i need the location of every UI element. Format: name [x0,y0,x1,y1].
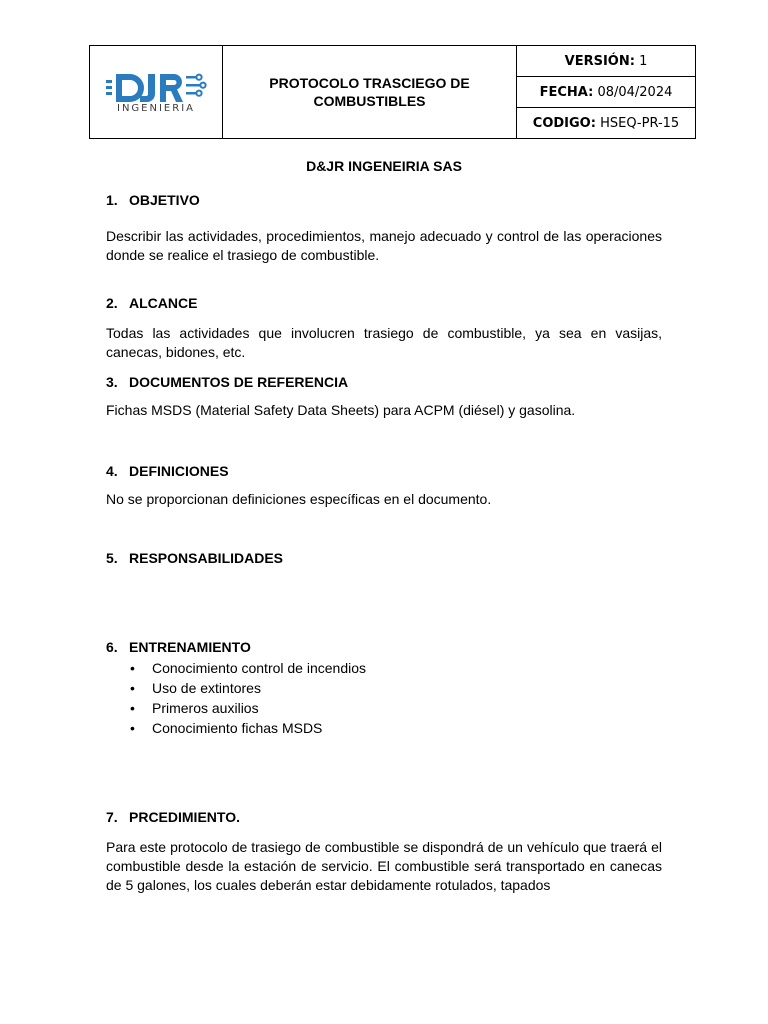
document-title-cell [223,46,517,139]
bullet-icon: • [130,660,135,676]
bullet-icon: • [130,720,135,736]
section-heading-documentos-referencia [106,373,348,392]
bullet-icon: • [130,700,135,716]
section-title: OBJETIVO [129,192,200,208]
section-heading-alcance [106,294,197,313]
section-title: RESPONSABILIDADES [129,550,284,566]
version-label: VERSIÓN: [564,53,635,69]
section-number: 6. [106,639,118,655]
code-cell [517,108,696,139]
section-text-procedimiento: Para este protocolo de trasiego de combustible se dispondrá de un vehículo que traerá el combustible desde la estación de servicio. El combustible será transportado en canecas de 5 galones, los cuales deberán estar debidamente rotulados, tapados [106,839,662,893]
document-header-table [89,45,696,139]
company-logo [90,71,222,114]
section-number: 5. [106,550,118,566]
list-item [106,698,366,718]
date-label: FECHA: [539,84,594,100]
version-value: 1 [639,53,648,69]
section-text-documentos-referencia: Fichas MSDS (Material Safety Data Sheets) para ACPM (diésel) y gasolina. [106,402,576,418]
section-number: 2. [106,295,118,311]
section-heading-entrenamiento [106,638,251,657]
section-number: 1. [106,192,118,208]
section-title: ALCANCE [129,295,198,311]
section-number: 3. [106,374,118,390]
djr-logo-icon [104,71,208,105]
list-item-text: Conocimiento fichas MSDS [152,720,323,736]
section-heading-responsabilidades [106,549,283,568]
logo-subtext: INGENIERIA [117,102,195,114]
list-item-text: Primeros auxilios [152,700,259,716]
section-title: DOCUMENTOS DE REFERENCIA [129,374,349,390]
logo-cell [90,46,223,139]
section-title: PRCEDIMIENTO. [129,809,240,825]
list-item-text: Uso de extintores [152,680,261,696]
code-label: CODIGO: [532,115,596,131]
list-item [106,658,366,678]
section-heading-objetivo [106,191,200,210]
section-title: DEFINICIONES [129,463,229,479]
section-number: 7. [106,809,118,825]
list-item [106,678,366,698]
date-value: 08/04/2024 [597,84,673,100]
training-list [106,658,366,738]
section-number: 4. [106,463,118,479]
version-cell [517,46,696,77]
company-name: D&JR INGENEIRIA SAS [306,158,462,174]
list-item-text: Conocimiento control de incendios [152,660,367,676]
section-text-objetivo: Describir las actividades, procedimientos, manejo adecuado y control de las operaciones donde se realice el trasiego de combustible. [106,228,662,263]
code-value: HSEQ-PR-15 [600,115,680,131]
date-cell [517,77,696,108]
section-heading-procedimiento [106,808,240,827]
document-title-line1: PROTOCOLO TRASCIEGO DE [269,75,470,91]
bullet-icon: • [130,680,135,696]
section-title: ENTRENAMIENTO [129,639,251,655]
section-text-definiciones: No se proporcionan definiciones específicas en el documento. [106,491,492,507]
document-title-line2: COMBUSTIBLES [313,93,426,109]
list-item [106,718,366,738]
section-heading-definiciones [106,462,229,481]
section-text-alcance: Todas las actividades que involucren trasiego de combustible, ya sea en vasijas, canecas, bidones, etc. [106,325,662,360]
